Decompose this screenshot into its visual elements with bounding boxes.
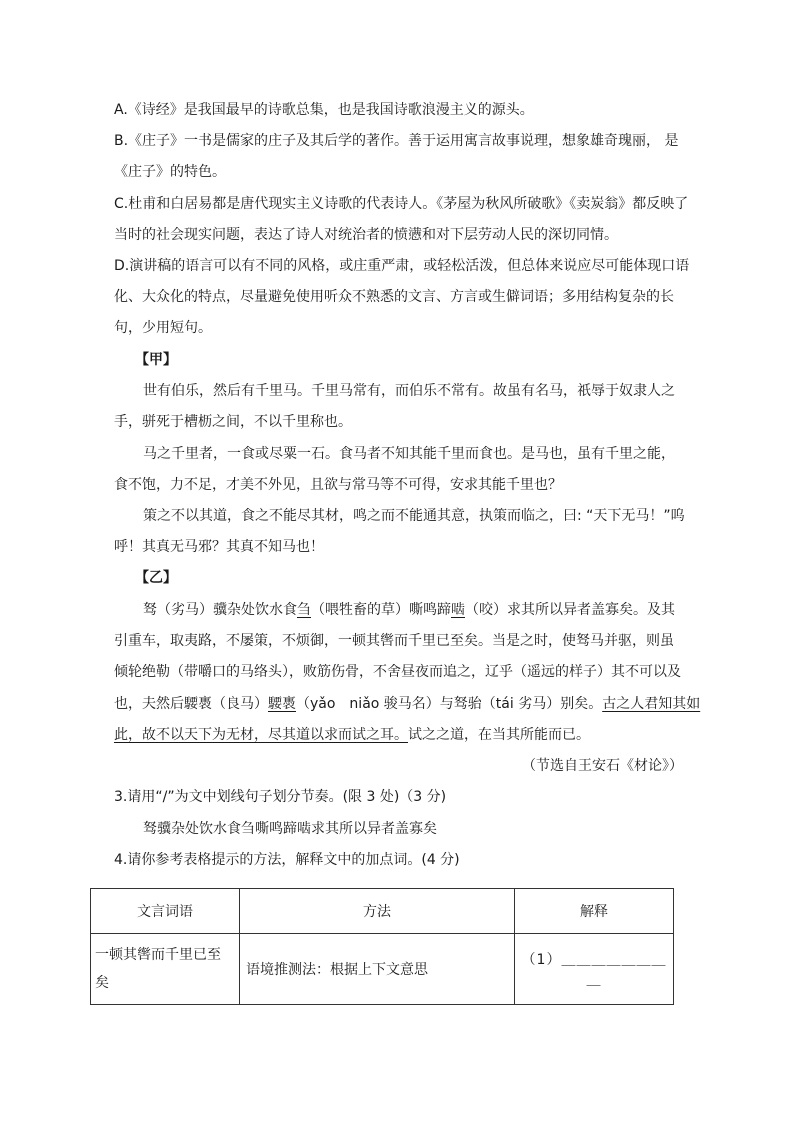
answer-table xyxy=(90,888,674,1005)
table-header-cell: 方法 xyxy=(240,889,515,934)
option-d-line3: 句，少用短句。 xyxy=(114,320,212,336)
question-4: 4.请你参考表格提示的方法，解释文中的加点词。(4 分) xyxy=(114,852,460,868)
jia-para2-line2: 食不饱，力不足，才美不外见，且欲与常马等不可得，安求其能千里也？ xyxy=(114,477,562,493)
jia-para1-line2: 手，骈死于槽枥之间，不以千里称也。 xyxy=(114,414,352,430)
question-3: 3.请用“/”为文中划线句子划分节奏。(限 3 处)（3 分) xyxy=(114,789,447,805)
question-3-sentence: 驽骥杂处饮水食刍嘶鸣蹄啮求其所以异者盖寡矣 xyxy=(143,821,437,837)
table-header-cell: 解释 xyxy=(515,889,674,934)
option-c-line1: C.杜甫和白居易都是唐代现实主义诗歌的代表诗人。《茅屋为秋风所破歌》《卖炭翁》都反映了 xyxy=(114,196,689,212)
yi-line5: 此，故不以天下为无材，尽其道以求而试之耳。试之之道，在当其所能而已。 xyxy=(114,727,590,743)
option-d-line2: 化、大众化的特点，尽量避免使用听众不熟悉的文言、方言或生僻词语；多用结构复杂的长 xyxy=(114,289,674,305)
option-d-line1: D.演讲稿的语言可以有不同的风格，或庄重严肃，或轻松活泼，但总体来说应尽可能体现口语 xyxy=(114,258,690,274)
yi-line4: 也，夫然后騕褭（良马）騕褭（yǎo niǎo 骏马名）与驽骀（tái 劣马）别矣。古之人君知其如 xyxy=(114,696,701,712)
jia-para3-line1: 策之不以其道，食之不能尽其材，鸣之而不能通其意，执策而临之，曰: “天下无马！”呜 xyxy=(143,508,685,524)
jia-para2-line1: 马之千里者，一食或尽粟一石。食马者不知其能千里而食也。是马也，虽有千里之能， xyxy=(143,446,675,462)
table-row xyxy=(91,934,674,1005)
yi-line1: 驽（劣马）骥杂处饮水食刍（喂牲畜的草）嘶鸣蹄啮（咬）求其所以异者盖寡矣。及其 xyxy=(143,602,675,618)
jia-para3-line2: 呼！其真无马邪？其真不知马也！ xyxy=(114,539,324,555)
table-cell-method: 语境推测法：根据上下文意思 xyxy=(240,934,515,1005)
table-header-cell: 文言词语 xyxy=(91,889,240,934)
answer-blank[interactable]: （1）＿＿＿＿＿＿＿＿ xyxy=(515,934,674,1005)
table-cell-word: 一顿其辔而千里已至 矣 xyxy=(91,934,240,1005)
passage-yi-heading: 【乙】 xyxy=(135,570,177,586)
option-a: A.《诗经》是我国最早的诗歌总集，也是我国诗歌浪漫主义的源头。 xyxy=(114,102,534,118)
yi-line2: 引重车，取夷路，不屡策，不烦御，一顿其辔而千里已至矣。当是之时，使驽马并驱，则虽 xyxy=(114,633,674,649)
jia-para1-line1: 世有伯乐，然后有千里马。千里马常有，而伯乐不常有。故虽有名马，祇辱于奴隶人之 xyxy=(143,383,675,399)
option-b-line1: B.《庄子》一书是儒家的庄子及其后学的著作。善于运用寓言故事说理，想象雄奇瑰丽， 是 xyxy=(114,133,679,149)
yi-line3: 倾轮绝勒（带嚼口的马络头），败筋伤骨，不舍昼夜而追之，辽乎（遥远的样子）其不可以及 xyxy=(114,664,681,680)
option-b-line2: 《庄子》的特色。 xyxy=(114,164,226,180)
table-header-row xyxy=(91,889,674,934)
source-citation: （节选自王安石《材论》） xyxy=(522,758,683,774)
passage-jia-heading: 【甲】 xyxy=(135,352,177,368)
option-c-line2: 当时的社会现实问题，表达了诗人对统治者的愤懑和对下层劳动人民的深切同情。 xyxy=(114,227,618,243)
